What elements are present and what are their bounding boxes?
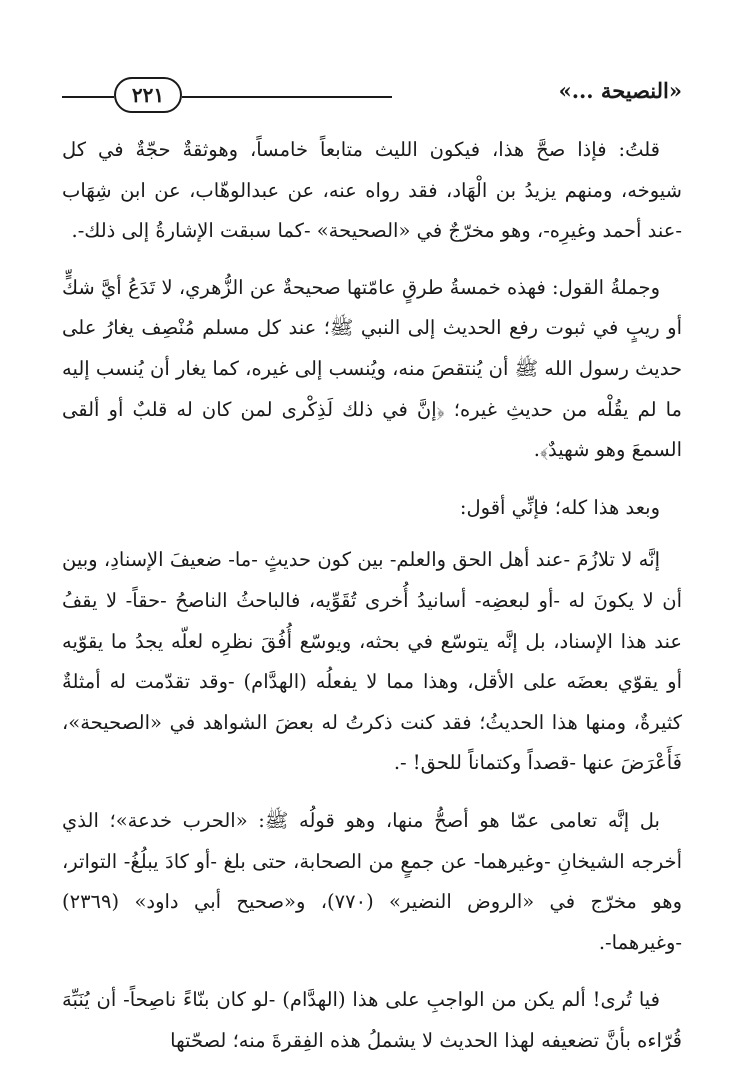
paragraph-1: قلتُ: فإذا صحَّ هذا، فيكون الليث متابعاً خامساً، وهوثقةٌ حجّةٌ في كل شيوخه، ومنهم يزيدُ بن الْهَاد، فقد رواه عنه، عن عبدالوهّاب، عن ابن شِهَاب -عند أحمد وغيرِه-، وهو مخرّجٌ في «الصحيحة» -كما سبقت الإشارةُ إلى ذلك-. xyxy=(62,138,682,243)
paragraph-3: وبعد هذا كله؛ فإنِّي أقول: xyxy=(459,495,660,519)
header-rule-middle xyxy=(182,96,392,98)
page-body xyxy=(62,130,682,1078)
paragraph-4: إنَّه لا تلازُمَ -عند أهل الحق والعلم- بين كون حديثٍ -ما- ضعيفَ الإسنادِ، وبين أن لا يكونَ له -أو لبعضِه- أسانيدُ أُخرى تُقَوِّيه، فالباحثُ الناصحُ -حقاً- لا يقفُ عند هذا الإسناد، بل إنَّه يتوسّع في بحثه، ويوسّع أُفُقَ نظرِه لعلّه يجدُ ما يقوّيه أو يقوّي بعضَه على الأقل، وهذا مما لا يفعلُه (الهدَّام) -وقد تقدّمت له أمثلةٌ كثيرةٌ، ومنها هذا الحديثُ؛ فقد كنت ذكرتُ له بعضَ الشواهد في «الصحيحة»، فَأَعْرَضَ عنها -قصداً وكتماناً للحق! -. xyxy=(62,548,682,775)
running-header xyxy=(62,74,682,114)
paragraph-5: بل إنَّه تعامى عمّا هو أصحُّ منها، وهو قولُه ﷺ: «الحرب خدعة»؛ الذي أخرجه الشيخانِ -وغيرهما- عن جمعٍ من الصحابة، حتى بلغ -أو كادَ يبلُغُ- التواتر، وهو مخرّج في «الروض النضير» (٧٧٠)، و«صحيح أبي داود» (٢٣٦٩) -وغيرهما-. xyxy=(62,808,682,954)
header-rule-left xyxy=(62,96,114,98)
running-title: «النصيحة ...» xyxy=(558,78,682,103)
paragraph-6: فيا تُرى! ألم يكن من الواجبِ على هذا (الهدَّام) -لو كان بنّاءً ناصِحاً- أن يُنَبِّهَ قُرّاءه بأنَّ تضعيفه لهذا الحديث لا يشملُ هذه الفِقرةَ منه؛ لصحّتها xyxy=(62,988,682,1052)
page-number-badge: ٢٢١ xyxy=(114,77,182,113)
paragraph-2: وجملةُ القول: فهذه خمسةُ طرقٍ عامّتها صحيحةٌ عن الزُّهري، لا تَدَعُ أيَّ شكٍّ أو ريبٍ في ثبوت رفع الحديث إلى النبي ﷺ؛ عند كل مسلم مُنْصِف يغارُ على حديث رسول الله ﷺ أن يُنتقصَ منه، ويُنسب إلى غيره، كما يغار أن يُنسب إليه ما لم يقُلْه من حديثِ غيره؛ ﴿إنَّ في ذلك لَذِكْرى لمن كان له قلبٌ أو ألقى السمعَ وهو شهيدٌ﴾. xyxy=(62,275,682,462)
